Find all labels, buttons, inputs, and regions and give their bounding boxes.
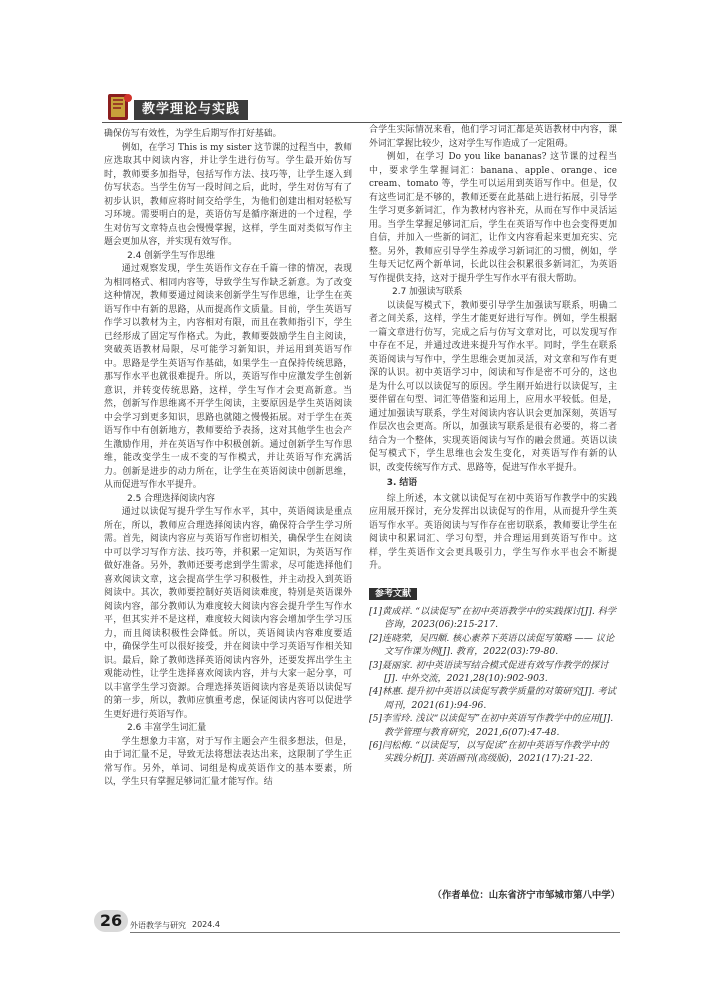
paragraph: 例如，在学习 This is my sister 这节课的过程当中，教师应选取其中阅读内容，并让学生进行仿写。学生最开始仿写时，教师要多加指导，包括写作方法、技巧等，让学生逐入到仿写状态。当学生仿写一段时间之后，此时，学生对仿写有了初步认识，教师应将时间交给学生，为他们创建出相对轻松写习环境。需要明白的是，英语仿写是循序渐进的一个过程，学生对仿写文章特点也会慢慢掌握，这样，学生面对类似写作主题会更加从容，并实现有效写作。 bbox=[104, 142, 352, 247]
subsection-heading: 2.6 丰富学生词汇量 bbox=[127, 723, 207, 733]
page-footer bbox=[100, 908, 620, 938]
paragraph: 以读促写模式下，教师要引导学生加强读写联系，明确二者之间关系，这样，学生才能更好进行写作。例如，学生根据一篇文章进行仿写，完成之后与仿写文章对比，可以发现写作中存在不足，并通过改进来提升写作水平。同时，学生在联系英语阅读与写作中，学生思维会更加灵活，对文章和写作有更深的认识。初中英语学习中，阅读和写作是密不可分的，这也是为什么可以以读促写的原因。学生刚开始进行以读促写，主要伴留在句型、词汇等借鉴和运用上，应用水平较低。但是，通过加强读写联系，学生对阅读内容认识会更加深刻，英语写作层次也会更高。所以，加强读写联系是很有必要的，将二者结合为一个整体，实现英语阅读与写作的融会贯通。英语以读促写模式下，学生思维也会发生变化，对英语写作有新的认识，改变传统写作方式、思路等，促进写作水平提升。 bbox=[369, 300, 617, 473]
section-title: 教学理论与实践 bbox=[134, 100, 248, 120]
subsection-heading: 2.7 加强读写联系 bbox=[392, 287, 463, 297]
paragraph: 综上所述，本文就以读促写在初中英语写作教学中的实践应用展开探讨，充分发挥出以读促写的作用，从而提升学生英语写作水平。英语阅读与写作存在密切联系，教师要让学生在阅读中积累词汇、学习句型，并合理运用到英语写作中。这样，学生英语作文会更具吸引力，学生写作水平也会不断提升。 bbox=[369, 493, 617, 571]
reference-item: [1]黄成祥. “以读促写”在初中英语教学中的实践探讨[J]. 科学咨询，2023(06):215-217. bbox=[369, 606, 617, 631]
page-number: 26 bbox=[94, 910, 128, 932]
conclusion-heading: 3. 结语 bbox=[386, 478, 418, 488]
paragraph: 通过观察发现，学生英语作文存在千篇一律的情况，表现为相同格式、相同内容等，导致学生写作缺乏新意。为了改变这种情况，教师要通过阅读来创新学生写作思维，让学生在英语写作中有新的思路，从而提高作文质量。目前，学生英语写作学习以教材为主，内容相对有限，而且在教师指引下，学生已经形成了固定写作格式。为此，教师要鼓励学生自主阅读，突破英语教材局限，尽可能学习新知识，并运用到英语写作中。思路是学生英语写作基础，如果学生一直保持传统思路，那写作水平也就很难提升。所以，英语写作中应激发学生创新意识，并转变传统思路，这样，学生写作才会更高新意。当然，创新写作思维离不开学生阅读，主要原因是学生英语阅读中会学习到更多知识，思路也就随之慢慢拓展。对于学生在英语写作中有创新地方，教师要给予表扬，这对其他学生也会产生激励作用，并在英语写作中积极创新。通过创新学生写作思维，能改变学生一成不变的写作模式，并让英语写作充满活力。创新是进步的动力所在，让学生在英语阅读中创新思维，从而促进写作水平提升。 bbox=[104, 264, 352, 490]
paragraph: 学生想象力丰富，对于写作主题会产生很多想法，但是，由于词汇量不足，导致无法将想法表达出来，这限制了学生正常写作。另外，单词、词组是构成英语作文的基本要素，所以，学生只有掌握足够词汇量才能写作。结 bbox=[104, 736, 352, 787]
subsection-heading: 2.4 创新学生写作思维 bbox=[127, 250, 216, 261]
right-column bbox=[369, 124, 617, 766]
paragraph: 通过以读促写提升学生写作水平，其中，英语阅读是重点所在，所以，教师应合理选择阅读内容，确保符合学生学习所需。首先，阅读内容应与英语写作密切相关，确保学生在阅读中可以学习写作方法、技巧等，并积累一定知识，为英语写作做好准备。另外，教师还要考虑到学生需求，尽可能选择他们喜欢阅读文章，这会提高学生学习积极性，并主动投入到英语阅读中。其次，教师要控制好英语阅读难度，特别是英语课外阅读内容，部分教师认为难度较大阅读内容会提升学生写作水平，但其实并不是这样，难度较大阅读内容会增加学生学习压力，而且阅读积极性会降低。所以，英语阅读内容难度要适中，确保学生可以很好接受，并在阅读中学习英语写作相关知识。最后，除了教师选择英语阅读内容外，还要发挥出学生主观能动性，让学生选择喜欢阅读内容，并与大家一起分享，可以丰富学生学习资源。合理选择英语阅读内容是英语以读促写的第一步，所以，教师应慎重考虑，保证阅读内容可以促进学生更好进行英语写作。 bbox=[104, 507, 352, 720]
reference-item: [2]连晓荣，吴四頫. 核心素养下英语以读促写策略 —— 议论文写作课为例[J]. 教育，2022(03):79-80. bbox=[369, 632, 615, 658]
book-emblem-icon bbox=[102, 90, 136, 124]
journal-issue: 2024.4 bbox=[192, 920, 220, 929]
paragraph: 确保仿写有效性，为学生后期写作打好基础。 bbox=[104, 129, 282, 139]
header-divider bbox=[102, 122, 622, 123]
reference-item: [5]李雪玲. 浅议“以读促写”在初中英语写作教学中的应用[J]. 教学管理与教育研究，2021,6(07):47-48. bbox=[369, 713, 614, 738]
left-column bbox=[104, 128, 352, 790]
references-heading: 参考文献 bbox=[369, 588, 417, 600]
paragraph: 合学生实际情况来看，他们学习词汇都是英语教材中内容，课外词汇掌握比较少，这对学生写作造成了一定阻碍。 bbox=[369, 125, 617, 149]
reference-item: [4]林惠. 提升初中英语以读促写教学质量的对策研究[J]. 考试周刊，2021(61):94-96. bbox=[369, 686, 616, 711]
section-header bbox=[102, 98, 622, 124]
journal-name: 外语教学与研究 bbox=[130, 921, 186, 930]
paragraph: 例如，在学习 Do you like bananas? 这节课的过程当中，要求学生掌握词汇：banana、apple、orange、ice cream、tomato 等，学生可以运用到英语写作中。但是，仅有这些词汇是不够的，教师还要在此基础上进行拓展，引导学生学习更多新词汇，作为教材内容补充，从而在写作中灵活运用。当学生掌握足够词汇后，学生在英语写作中也会变得更加自信，并加入一些新的词汇，让作文内容看起来更加充实、完整。另外，教师应引导学生养成学习新词汇的习惯，例如，学生每天记忆两个新单词，长此以往会积累很多新词汇，为英语写作提供支持，这对于提升学生写作水平有很大帮助。 bbox=[369, 152, 617, 284]
reference-item: [3]聂丽家. 初中英语读写结合模式促进有效写作教学的探讨[J]. 中外交流，2021,28(10):902-903. bbox=[369, 659, 609, 685]
subsection-heading: 2.5 合理选择阅读内容 bbox=[127, 493, 216, 504]
references-list bbox=[369, 605, 617, 766]
author-affiliation: （作者单位：山东省济宁市邹城市第八中学） bbox=[432, 890, 620, 901]
footer-divider bbox=[130, 932, 620, 933]
reference-item: [6]闫松梅. “以读促写，以写促读”在初中英语写作教学中的实践分析[J]. 英语画刊(高级版)，2021(17):21-22. bbox=[369, 740, 609, 765]
